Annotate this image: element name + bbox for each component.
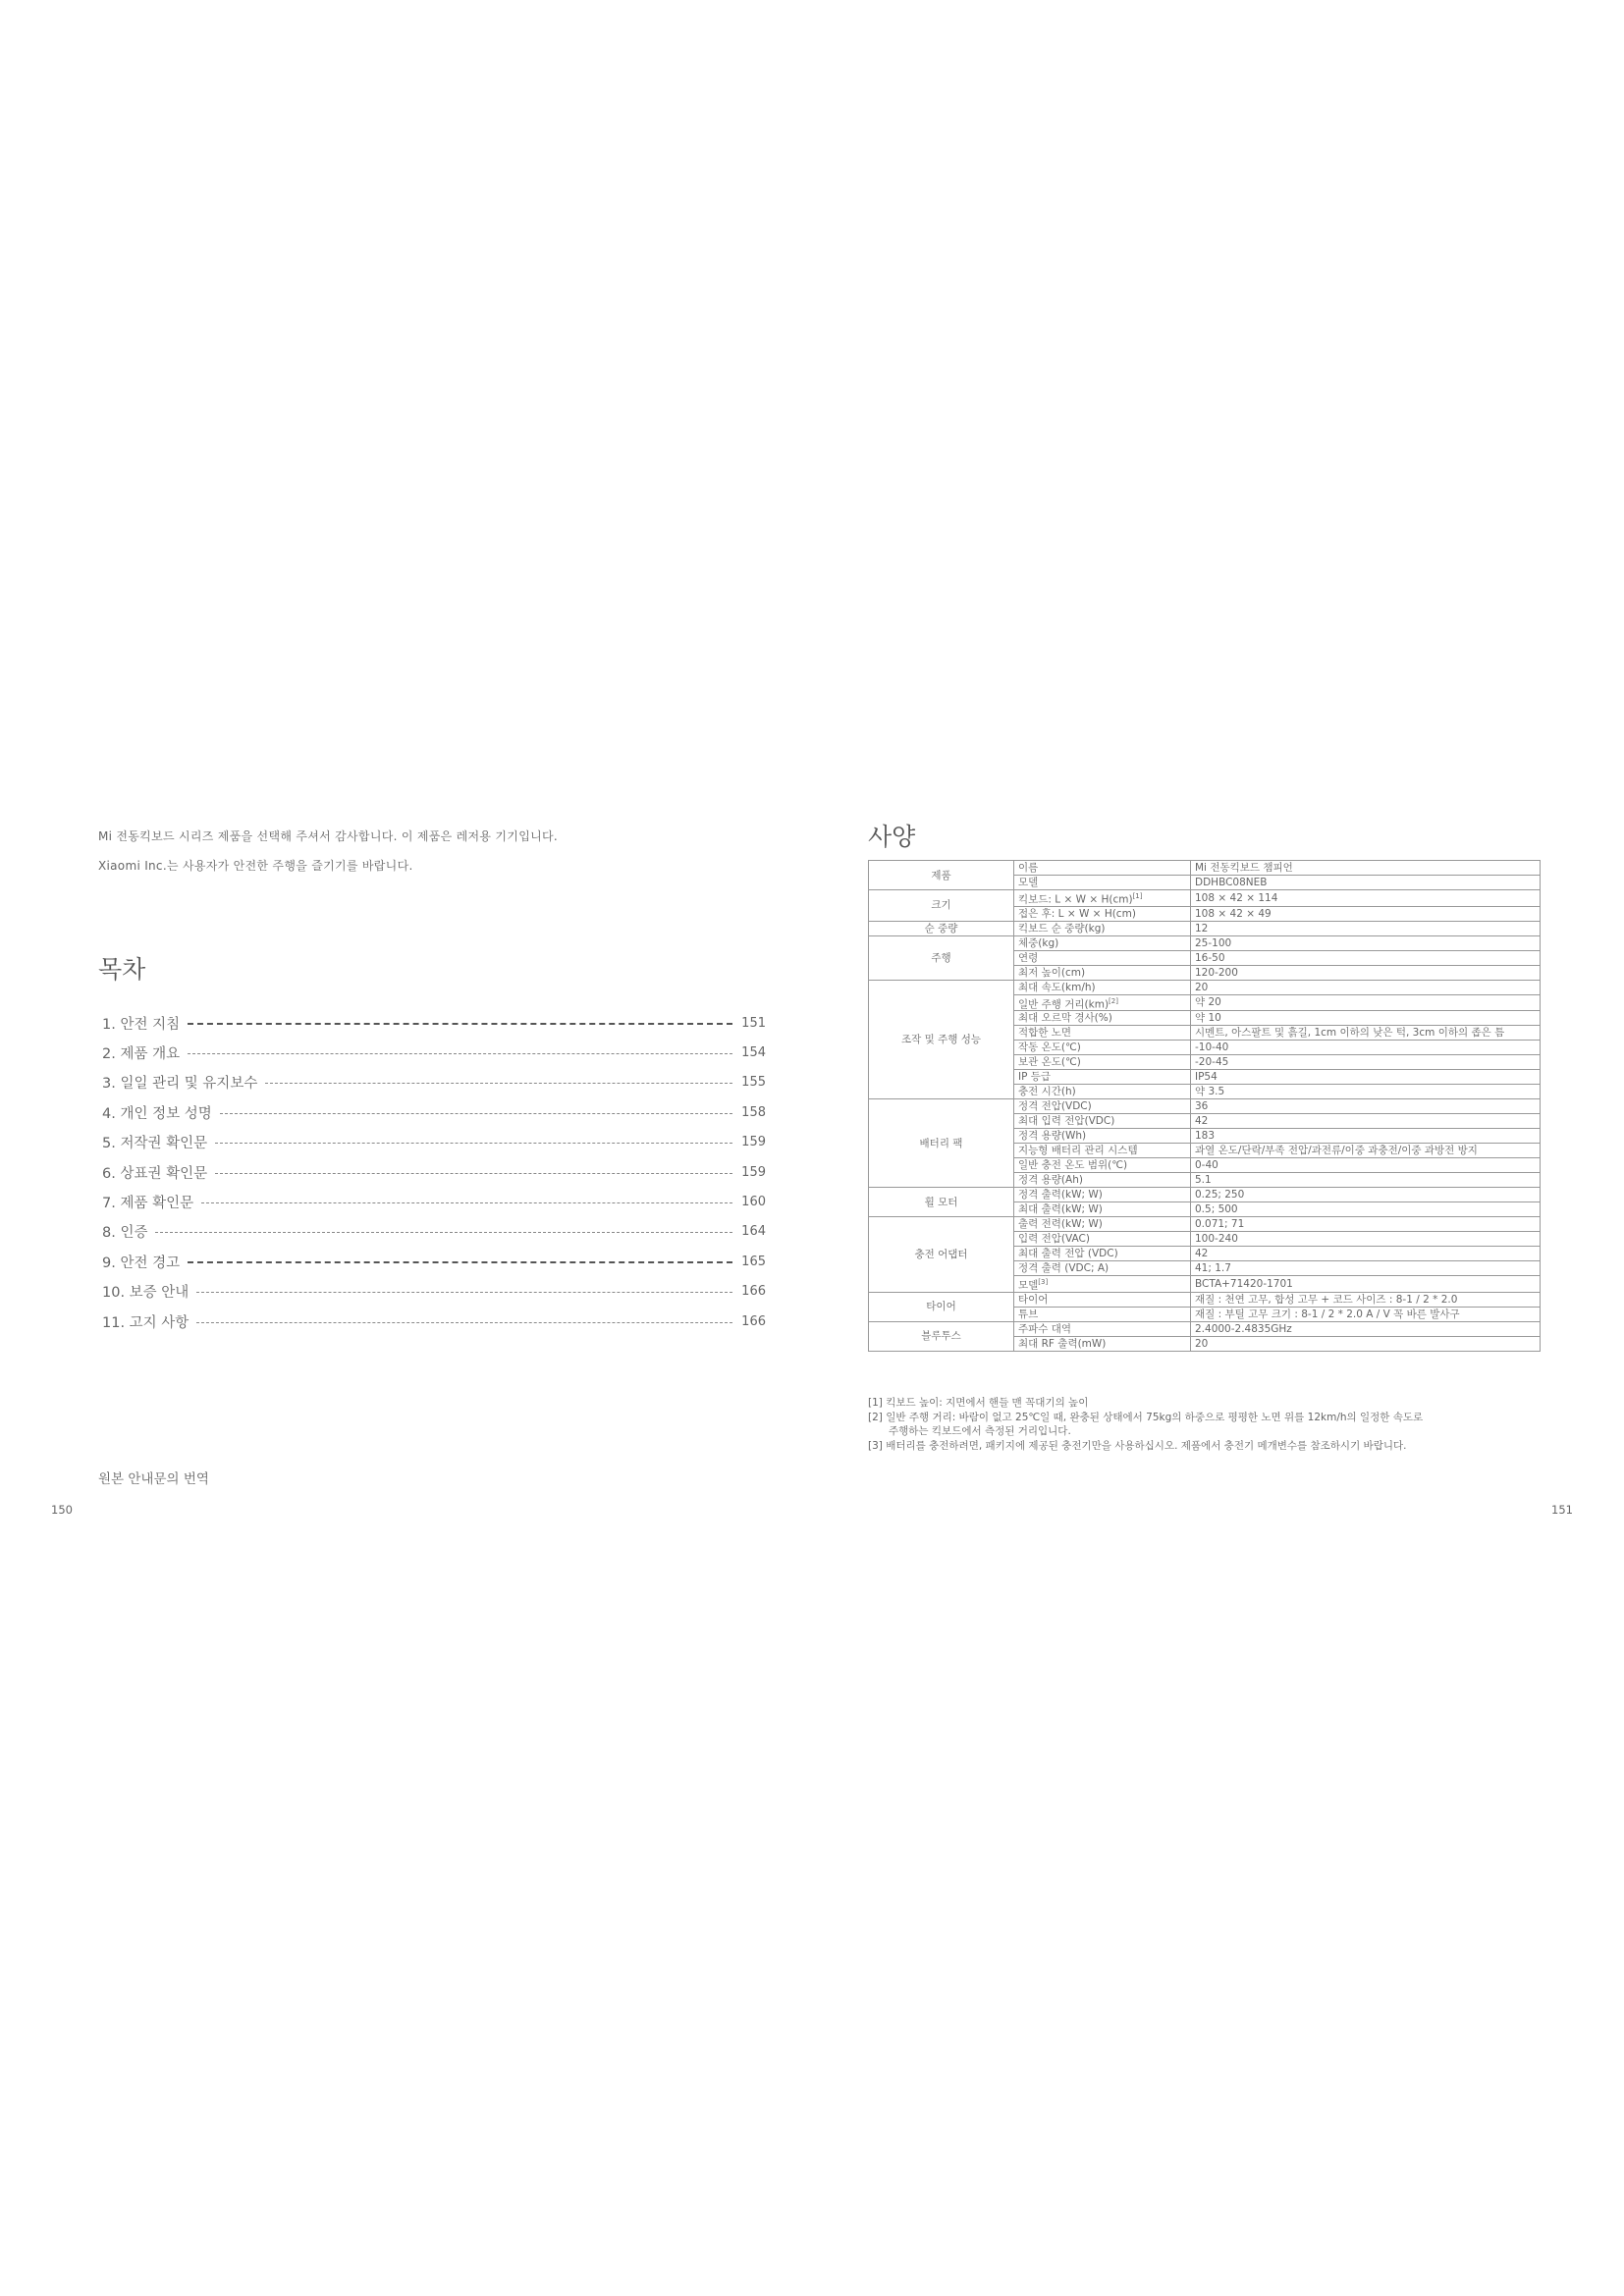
- toc-item: [102, 1217, 766, 1247]
- toc-leader-line: [188, 1023, 732, 1025]
- toc-item-label: 9. 안전 경고: [102, 1255, 181, 1271]
- footnote: [3] 배터리를 충전하려면, 패키지에 제공된 충전기만을 사용하십시오. 제품에서 충전기 메개변수를 참조하시기 바랍니다.: [868, 1439, 1407, 1452]
- spec-category: 제품: [869, 861, 1014, 890]
- toc-item-label: 11. 고지 사항: [102, 1314, 189, 1331]
- spec-item: 정격 출력(kW; W): [1014, 1188, 1191, 1202]
- footnote: 주행하는 킥보드에서 측정된 거리입니다.: [889, 1425, 1071, 1437]
- toc-item: [102, 1097, 766, 1127]
- spec-item: 정격 출력 (VDC; A): [1014, 1261, 1191, 1276]
- spec-value: 재질 : 부틸 고무 크기 : 8-1 / 2 * 2.0 A / V 꼭 바른 발사구: [1191, 1307, 1541, 1321]
- spec-item: 최대 출력 전압 (VDC): [1014, 1247, 1191, 1261]
- spec-value: 20: [1191, 1336, 1541, 1351]
- toc-item: [102, 1038, 766, 1067]
- toc-leader-line: [196, 1292, 732, 1293]
- toc-item-page: 155: [741, 1075, 766, 1091]
- spec-item: 보관 온도(℃): [1014, 1055, 1191, 1070]
- toc-item: [102, 1128, 766, 1157]
- toc-item-label: 2. 제품 개요: [102, 1046, 181, 1063]
- spec-item: 튜브: [1014, 1307, 1191, 1321]
- spec-row: [869, 935, 1541, 950]
- spec-value: 20: [1191, 980, 1541, 994]
- spec-item: 모델: [1014, 876, 1191, 890]
- spec-item: 최저 높이(cm): [1014, 965, 1191, 980]
- toc-item: [102, 1277, 766, 1307]
- spec-category: 휠 모터: [869, 1188, 1014, 1217]
- toc-leader-line: [196, 1322, 732, 1323]
- spec-value: Mi 전동킥보드 챔피언: [1191, 861, 1541, 876]
- toc-item-page: 151: [741, 1015, 766, 1031]
- spec-value: 0.25; 250: [1191, 1188, 1541, 1202]
- spec-item: 최대 오르막 경사(%): [1014, 1011, 1191, 1026]
- spec-row: [869, 1099, 1541, 1114]
- spec-item: 최대 RF 출력(mW): [1014, 1336, 1191, 1351]
- spec-category: 조작 및 주행 성능: [869, 980, 1014, 1099]
- spec-row: [869, 980, 1541, 994]
- toc-item-page: 159: [741, 1164, 766, 1180]
- spec-item: 모델[3]: [1014, 1276, 1191, 1293]
- intro-text-line-1: Mi 전동킥보드 시리즈 제품을 선택해 주셔서 감사합니다. 이 제품은 레저용 기기입니다.: [98, 829, 558, 843]
- spec-item: 적합한 노면: [1014, 1026, 1191, 1041]
- page-number-right: 151: [1551, 1503, 1573, 1517]
- spec-value: BCTA+71420-1701: [1191, 1276, 1541, 1293]
- spec-value: 183: [1191, 1129, 1541, 1144]
- spec-row: [869, 861, 1541, 876]
- spec-item: 최대 입력 전압(VDC): [1014, 1114, 1191, 1129]
- intro-text-line-2: Xiaomi Inc.는 사용자가 안전한 주행을 즐기기를 바랍니다.: [98, 859, 413, 873]
- spec-item: 출력 전력(kW; W): [1014, 1217, 1191, 1232]
- spec-category: 블루투스: [869, 1321, 1014, 1351]
- toc-item: [102, 1187, 766, 1216]
- toc-item: [102, 1157, 766, 1187]
- toc-item-label: 7. 제품 확인문: [102, 1196, 194, 1212]
- spec-category: 타이어: [869, 1292, 1014, 1321]
- spec-value: 재질 : 천연 고무, 합성 고무 + 코드 사이즈 : 8-1 / 2 * 2.0: [1191, 1292, 1541, 1307]
- toc-item-page: 166: [741, 1284, 766, 1300]
- spec-item: 충전 시간(h): [1014, 1085, 1191, 1099]
- spec-item: 킥보드: L × W × H(cm)[1]: [1014, 890, 1191, 907]
- toc-item-label: 4. 개인 정보 성명: [102, 1105, 212, 1122]
- spec-item: 일반 주행 거리(km)[2]: [1014, 994, 1191, 1011]
- spec-item: 접은 후: L × W × H(cm): [1014, 906, 1191, 921]
- spec-value: 120-200: [1191, 965, 1541, 980]
- spec-value: 100-240: [1191, 1232, 1541, 1247]
- toc-item-page: 158: [741, 1104, 766, 1120]
- spec-category: 배터리 팩: [869, 1099, 1014, 1188]
- spec-item: 최대 출력(kW; W): [1014, 1202, 1191, 1217]
- toc-item: [102, 1307, 766, 1336]
- toc-title: 목차: [98, 955, 146, 984]
- table-of-contents: [102, 1008, 766, 1336]
- spec-value: 0-40: [1191, 1158, 1541, 1173]
- spec-item: 킥보드 순 중량(kg): [1014, 921, 1191, 935]
- spec-row: [869, 1217, 1541, 1232]
- spec-value: 42: [1191, 1247, 1541, 1261]
- footnote: [2] 일반 주행 거리: 바람이 없고 25℃일 때, 완충된 상태에서 75kg의 하중으로 평평한 노면 위를 12km/h의 일정한 속도로: [868, 1411, 1424, 1423]
- spec-value: 5.1: [1191, 1173, 1541, 1188]
- toc-item-page: 159: [741, 1135, 766, 1150]
- toc-item-label: 1. 안전 지침: [102, 1016, 181, 1033]
- page-number-left: 150: [51, 1503, 73, 1517]
- spec-value: 0.5; 500: [1191, 1202, 1541, 1217]
- spec-item: 입력 전압(VAC): [1014, 1232, 1191, 1247]
- spec-title: 사양: [868, 823, 916, 851]
- spec-category: 순 중량: [869, 921, 1014, 935]
- spec-row: [869, 1292, 1541, 1307]
- toc-item-label: 10. 보증 안내: [102, 1285, 189, 1302]
- spec-item: 최대 속도(km/h): [1014, 980, 1191, 994]
- spec-table: [868, 860, 1541, 1352]
- toc-leader-line: [265, 1083, 732, 1084]
- toc-leader-line: [155, 1232, 732, 1233]
- spec-item: 일반 충전 온도 범위(℃): [1014, 1158, 1191, 1173]
- toc-item-page: 160: [741, 1195, 766, 1210]
- spec-value: 0.071; 71: [1191, 1217, 1541, 1232]
- translation-note: 원본 안내문의 번역: [98, 1471, 209, 1487]
- spec-value: IP54: [1191, 1070, 1541, 1085]
- spec-value: -10-40: [1191, 1041, 1541, 1055]
- spec-value: 약 20: [1191, 994, 1541, 1011]
- toc-item: [102, 1247, 766, 1276]
- spec-footnotes: [868, 1396, 1555, 1453]
- toc-item-label: 3. 일일 관리 및 유지보수: [102, 1076, 258, 1093]
- spec-value: -20-45: [1191, 1055, 1541, 1070]
- spec-item: 연령: [1014, 950, 1191, 965]
- spec-item: 지능형 배터리 관리 시스템: [1014, 1144, 1191, 1158]
- spec-row: [869, 1321, 1541, 1336]
- spec-item: 정격 전압(VDC): [1014, 1099, 1191, 1114]
- spec-value: 2.4000-2.4835GHz: [1191, 1321, 1541, 1336]
- spec-item: 정격 용량(Ah): [1014, 1173, 1191, 1188]
- spec-value: 약 10: [1191, 1011, 1541, 1026]
- spec-row: [869, 1188, 1541, 1202]
- spec-item: 이름: [1014, 861, 1191, 876]
- toc-item-label: 5. 저작권 확인문: [102, 1136, 208, 1152]
- spec-item: 타이어: [1014, 1292, 1191, 1307]
- toc-leader-line: [201, 1202, 732, 1203]
- toc-leader-line: [215, 1143, 732, 1144]
- spec-value: 108 × 42 × 49: [1191, 906, 1541, 921]
- spec-value: 25-100: [1191, 935, 1541, 950]
- toc-leader-line: [188, 1261, 732, 1263]
- toc-item: [102, 1008, 766, 1038]
- toc-item-page: 165: [741, 1254, 766, 1269]
- spec-item: 정격 용량(Wh): [1014, 1129, 1191, 1144]
- spec-value: 약 3.5: [1191, 1085, 1541, 1099]
- toc-item-page: 154: [741, 1045, 766, 1061]
- footnote: [1] 킥보드 높이: 지면에서 핸들 맨 꼭대기의 높이: [868, 1397, 1089, 1409]
- spec-value: 41; 1.7: [1191, 1261, 1541, 1276]
- toc-item: [102, 1068, 766, 1097]
- spec-item: 주파수 대역: [1014, 1321, 1191, 1336]
- spec-value: 36: [1191, 1099, 1541, 1114]
- toc-leader-line: [188, 1053, 732, 1054]
- spec-category: 크기: [869, 890, 1014, 922]
- spec-value: 과열 온도/단락/부족 전압/과전류/이중 과충전/이중 과방전 방지: [1191, 1144, 1541, 1158]
- spec-item: IP 등급: [1014, 1070, 1191, 1085]
- spec-value: 108 × 42 × 114: [1191, 890, 1541, 907]
- spec-row: [869, 921, 1541, 935]
- toc-item-page: 164: [741, 1224, 766, 1240]
- toc-item-label: 8. 인증: [102, 1225, 148, 1242]
- spec-item: 작동 온도(℃): [1014, 1041, 1191, 1055]
- spec-value: DDHBC08NEB: [1191, 876, 1541, 890]
- spec-category: 주행: [869, 935, 1014, 980]
- spec-row: [869, 890, 1541, 907]
- spec-value: 12: [1191, 921, 1541, 935]
- spec-value: 시멘트, 아스팔트 및 흙길, 1cm 이하의 낮은 턱, 3cm 이하의 좁은 틈: [1191, 1026, 1541, 1041]
- toc-leader-line: [220, 1113, 732, 1114]
- spec-value: 16-50: [1191, 950, 1541, 965]
- toc-leader-line: [215, 1173, 732, 1174]
- spec-category: 충전 어댑터: [869, 1217, 1014, 1293]
- spec-item: 체중(kg): [1014, 935, 1191, 950]
- toc-item-label: 6. 상표권 확인문: [102, 1165, 208, 1182]
- spec-value: 42: [1191, 1114, 1541, 1129]
- toc-item-page: 166: [741, 1313, 766, 1329]
